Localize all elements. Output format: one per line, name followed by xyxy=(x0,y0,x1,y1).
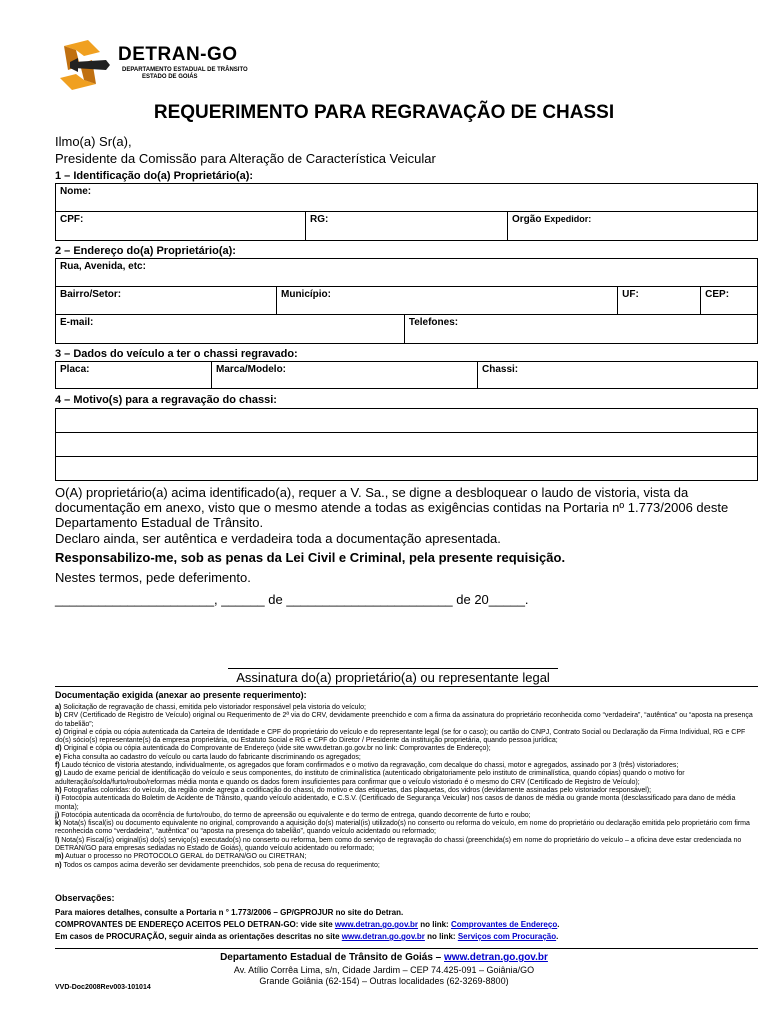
doc-item-text: Todos os campos acima deverão ser devidamente preenchidos, sob pena de recusa do requerimento; xyxy=(63,861,380,869)
rg-label: RG: xyxy=(310,214,329,225)
observation-text: COMPROVANTES DE ENDEREÇO ACEITOS PELO DETRAN-GO: vide site xyxy=(55,920,333,929)
cpf-label: CPF: xyxy=(60,214,84,225)
observation-line: COMPROVANTES DE ENDEREÇO ACEITOS PELO DETRAN-GO: vide site www.detran.go.gov.br no link: Comprovantes de Endereço. xyxy=(55,920,560,929)
section1-title: 1 – Identificação do(a) Proprietário(a): xyxy=(55,170,254,182)
doc-item-text: CRV (Certificado de Registro de Veículo) original ou Requerimento de 2ª via do CRV, devidamente preenchido e com a firma da assinatura do proprietário reconhecida como “verdadeira”, “autêntica” ou “aposta na presença do tabelião”; xyxy=(55,712,753,728)
list-item: g) Laudo de exame pericial de identificação do veículo e seus componentes, do instituto de criminalística (autenticado obrigatoriamente pelo instituto de criminalística, quando cópias) quando o motivo for adulteração/solda/furto/roubo/reformas média monta e quando os dados forem insuficientes para confirmar que o veículo vistoriado é o mesmo do CRV (Certificado de Registro de Veículo); xyxy=(55,770,685,786)
doc-item-text: Fotocópia autenticada do Boletim de Acidente de Trânsito, quando veículo acidentado, e C.S.V. (Certificado de Segurança Veicular) nos casos de danos de média ou grande monta (desclassificado para dano de média monta); xyxy=(55,795,736,811)
detran-site-link[interactable]: www.detran.go.gov.br xyxy=(341,932,425,941)
telefones-field[interactable] xyxy=(404,315,757,344)
cep-field[interactable] xyxy=(701,287,758,315)
address-table xyxy=(55,258,758,344)
chassi-field[interactable] xyxy=(478,362,758,389)
list-item: i) Fotocópia autenticada do Boletim de Acidente de Trânsito, quando veículo acidentado, e C.S.V. (Certificado de Segurança Veicular) nos casos de danos de média ou grande monta (desclassificado para dano de média monta); xyxy=(55,795,736,811)
doc-item-text: Solicitação de regravação de chassi, emitida pelo vistoriador responsável pela vistoria do veículo; xyxy=(63,704,366,711)
observations-title: Observações: xyxy=(55,893,115,903)
list-item: h) Fotografias coloridas: do veículo, da região onde agrega a codificação do chassi, do motivo e das etiquetas, das plaquetas, dos vidros (devidamente assinadas pelo vistoriador responsável); xyxy=(55,786,652,794)
footer-org: Departamento Estadual de Trânsito de Goiás – xyxy=(220,952,442,963)
orgao-field[interactable] xyxy=(508,212,758,241)
signature-line[interactable] xyxy=(228,668,558,669)
footer-address: Av. Atílio Corrêa Lima, s/n, Cidade Jardim – CEP 74.425-091 – Goiânia/GO xyxy=(233,965,535,975)
reason-line[interactable] xyxy=(56,433,758,457)
doc-item-text: Ficha consulta ao cadastro do veículo ou carta laudo do fabricante discriminando os agregados; xyxy=(63,753,361,761)
greeting-recipient: Presidente da Comissão para Alteração de Característica Veicular xyxy=(55,151,436,166)
observation-text: no link: xyxy=(427,932,456,941)
email-label: E-mail: xyxy=(60,317,94,328)
municipio-label: Município: xyxy=(281,289,331,300)
list-item: l) Nota(s) Fiscal(is) original(is) do(s) serviço(s) executado(s) no conserto ou reforma, bem como do serviço de regravação do chassi (preenchida(s) em nome do proprietário do veículo – a oficina deve estar credenciada no DETRAN/GO para empresas sediadas no Estado de Goiás), quando veículo acidentado ou reformado; xyxy=(55,836,742,853)
date-line[interactable]: ______________________, ______ de _______________________ de 20_____. xyxy=(55,592,529,607)
divider xyxy=(55,686,758,687)
detran-site-link[interactable]: www.detran.go.gov.br xyxy=(334,920,419,929)
address-proof-link[interactable]: Comprovantes de Endereço xyxy=(450,920,558,929)
proxy-services-link[interactable]: Serviços com Procuração xyxy=(457,932,557,941)
doc-item-text: Nota(s) fiscal(is) ou documento equivalente no original, comprovando a aquisição do(s) material(is) utilizado(s) no conserto ou reforma do veículo, em nome do proprietário ou declaração emitida pelo proprietário com firma reconhecida como “verdadeira”, “autêntica” ou “aposta na presença do tabelião”, quando veículo acidentado ou reformado; xyxy=(55,820,750,836)
uf-label: UF: xyxy=(622,289,639,300)
docs-list xyxy=(55,704,760,870)
doc-item-text: Fotocópia autenticada da ocorrência de furto/roubo, do termo de apreensão ou equivalente e do termo de entrega, quando decorrente de furto e roubo; xyxy=(61,811,531,819)
owner-id-table xyxy=(55,183,758,241)
logo-state: ESTADO DE GOIÁS xyxy=(142,74,198,80)
section4-title: 4 – Motivo(s) para a regravação do chassi: xyxy=(55,394,277,406)
list-item: k) Nota(s) fiscal(is) ou documento equivalente no original, comprovando a aquisição do(s) material(is) utilizado(s) no conserto ou reforma do veículo, em nome do proprietário ou declaração emitida pelo proprietário com firma reconhecida como “verdadeira”, “autêntica” ou “aposta na presença do tabelião”, quando veículo acidentado ou reformado; xyxy=(55,820,750,836)
detran-logo xyxy=(60,40,260,90)
doc-item-text: Nota(s) Fiscal(is) original(is) do(s) serviço(s) executado(s) no conserto ou reforma, bem como do serviço de regravação do chassi (preenchida(s) em nome do proprietário do veículo – a oficina deve estar credenciada no DETRAN/GO para empresas sediadas no Estado de Goiás), quando veículo acidentado ou reformado; xyxy=(55,836,742,853)
placa-label: Placa: xyxy=(60,364,90,375)
nome-label: Nome: xyxy=(60,186,92,197)
observation-line: Para maiores detalhes, consulte a Portaria n ° 1.773/2006 – GP/GPROJUR no site do Detran. xyxy=(55,908,404,917)
rg-field[interactable] xyxy=(306,212,508,241)
list-item: e) Ficha consulta ao cadastro do veículo ou carta laudo do fabricante discriminando os agregados; xyxy=(55,753,361,761)
doc-item-text: Laudo de exame pericial de identificação do veículo e seus componentes, do instituto de criminalística (autenticado obrigatoriamente pelo instituto de criminalística, quando cópias) quando o motivo for adulteração/solda/furto/roubo/reformas média monta e quando os dados forem insuficientes para confirmar que o veículo vistoriado é o mesmo do CRV (Certificado de Registro de Veículo); xyxy=(55,770,685,786)
list-item: c) Original e cópia ou cópia autenticada da Carteira de Identidade e CPF do proprietário do veículo e do representante legal (se for o caso); ou cartão do CNPJ, Contrato Social ou Declaração da Firma Individual, RG e CPF do(s) sócio(s) representante(s) da empresa proprietária, ou Estatuto Social e RG e CPF do Diretor / Presidente da instituição proprietária, quando pessoa jurídica; xyxy=(55,728,746,745)
signature-label: Assinatura do(a) proprietário(a) ou representante legal xyxy=(236,670,550,685)
list-item: d) Original e cópia ou cópia autenticada do Comprovante de Endereço (vide site www.detran.go.gov.br no link: Comprovantes de Endereço); xyxy=(55,745,491,753)
reason-line[interactable] xyxy=(56,409,758,433)
chassi-label: Chassi: xyxy=(482,364,519,375)
uf-field[interactable] xyxy=(618,287,701,315)
nome-field[interactable] xyxy=(56,184,758,212)
doc-item-text: Fotografias coloridas: do veículo, da região onde agrega a codificação do chassi, do motivo e das etiquetas, das plaquetas, dos vidros (devidamente assinadas pelo vistoriador responsável); xyxy=(63,786,652,794)
authenticity-statement: Declaro ainda, ser autêntica e verdadeira toda a documentação apresentada. xyxy=(55,531,501,546)
vehicle-table xyxy=(55,361,758,389)
bairro-label: Bairro/Setor: xyxy=(60,289,122,300)
list-item: n) Todos os campos acima deverão ser devidamente preenchidos, sob pena de recusa do requerimento; xyxy=(55,861,380,869)
page-title: REQUERIMENTO PARA REGRAVAÇÃO DE CHASSI xyxy=(153,102,615,123)
email-field[interactable] xyxy=(56,315,405,344)
greeting-line: Ilmo(a) Sr(a), xyxy=(55,134,132,149)
footer-phones: Grande Goiânia (62-154) – Outras localidades (62-3269-8800) xyxy=(259,976,509,986)
responsibility-statement: Responsabilizo-me, sob as penas da Lei Civil e Criminal, pela presente requisição. xyxy=(55,550,566,565)
marca-label: Marca/Modelo: xyxy=(216,364,287,375)
list-item: f) Laudo técnico de vistoria atestando, individualmente, os agregados que foram confirmados e o motivo da regravação, com decalque do chassi, motor e agregados, assinado por 3 (três) vistoriadores; xyxy=(55,762,679,770)
doc-item-text: Original e cópia ou cópia autenticada do Comprovante de Endereço (vide site www.detran.go.gov.br no link: Comprovantes de Endereço); xyxy=(63,745,491,753)
rua-field[interactable] xyxy=(56,259,758,287)
section2-title: 2 – Endereço do(a) Proprietário(a): xyxy=(55,245,236,257)
footer-divider xyxy=(55,948,758,949)
closing-statement: Nestes termos, pede deferimento. xyxy=(55,570,251,585)
reason-line[interactable] xyxy=(56,457,758,481)
footer-title xyxy=(0,952,768,963)
list-item: b) CRV (Certificado de Registro de Veículo) original ou Requerimento de 2ª via do CRV, devidamente preenchido e com a firma da assinatura do proprietário reconhecida como “verdadeira”, “autêntica” ou “aposta na presença do tabelião”; xyxy=(55,712,753,728)
doc-item-text: Autuar o processo no PROTOCOLO GERAL do DETRAN/GO ou CIRETRAN; xyxy=(65,853,307,861)
doc-item-text: Laudo técnico de vistoria atestando, individualmente, os agregados que foram confirmados e o motivo da regravação, com decalque do chassi, motor e agregados, assinado por 3 (três) vistoriadores; xyxy=(61,762,679,770)
expedidor-label: Expedidor: xyxy=(544,214,592,224)
placa-field[interactable] xyxy=(56,362,212,389)
list-item: m) Autuar o processo no PROTOCOLO GERAL do DETRAN/GO ou CIRETRAN; xyxy=(55,853,307,861)
declaration-paragraph: O(A) proprietário(a) acima identificado(a), requer a V. Sa., se digne a desbloquear o laudo de vistoria, vista da documentação em anexo, visto que o mesmo atende a todas as exigências contidas na Portaria nº 1.773/2006 deste Departamento Estadual de Trânsito. xyxy=(55,485,729,530)
document-code: VVD-Doc2008Rev003-101014 xyxy=(55,984,151,991)
footer-site-link[interactable]: www.detran.go.gov.br xyxy=(444,952,548,963)
logo-subtitle: DEPARTAMENTO ESTADUAL DE TRÂNSITO xyxy=(122,67,248,73)
observation-text: no link: xyxy=(420,920,449,929)
logo-name: DETRAN-GO xyxy=(118,44,238,65)
docs-title: Documentação exigida (anexar ao presente requerimento): xyxy=(55,690,307,700)
cpf-field[interactable] xyxy=(56,212,306,241)
telefones-label: Telefones: xyxy=(408,317,459,328)
section3-title: 3 – Dados do veículo a ter o chassi regravado: xyxy=(55,348,298,360)
reason-table xyxy=(55,408,758,481)
observation-line: Em casos de PROCURAÇÃO, seguir ainda as orientações descritas no site www.detran.go.gov.br no link: Serviços com Procuração. xyxy=(55,932,559,941)
observation-text: Em casos de PROCURAÇÃO, seguir ainda as orientações descritas no site xyxy=(55,932,340,941)
bairro-field[interactable] xyxy=(56,287,277,315)
cep-label: CEP: xyxy=(705,289,730,300)
list-item: j) Fotocópia autenticada da ocorrência de furto/roubo, do termo de apreensão ou equivalente e do termo de entrega, quando decorrente de furto e roubo; xyxy=(55,811,531,819)
list-item: a) Solicitação de regravação de chassi, emitida pelo vistoriador responsável pela vistoria do veículo; xyxy=(55,704,366,711)
orgao-label: Orgão xyxy=(512,214,542,225)
municipio-field[interactable] xyxy=(277,287,618,315)
marca-field[interactable] xyxy=(212,362,478,389)
rua-label: Rua, Avenida, etc: xyxy=(60,261,146,272)
doc-item-text: Original e cópia ou cópia autenticada da Carteira de Identidade e CPF do proprietário do veículo e do representante legal (se for o caso); ou cartão do CNPJ, Contrato Social ou Declaração da Firma Individual, RG e CPF do(s) sócio(s) representante(s) da empresa proprietária, ou Estatuto Social e RG e CPF do Diretor / Presidente da instituição proprietária, quando pessoa jurídica; xyxy=(55,728,746,745)
